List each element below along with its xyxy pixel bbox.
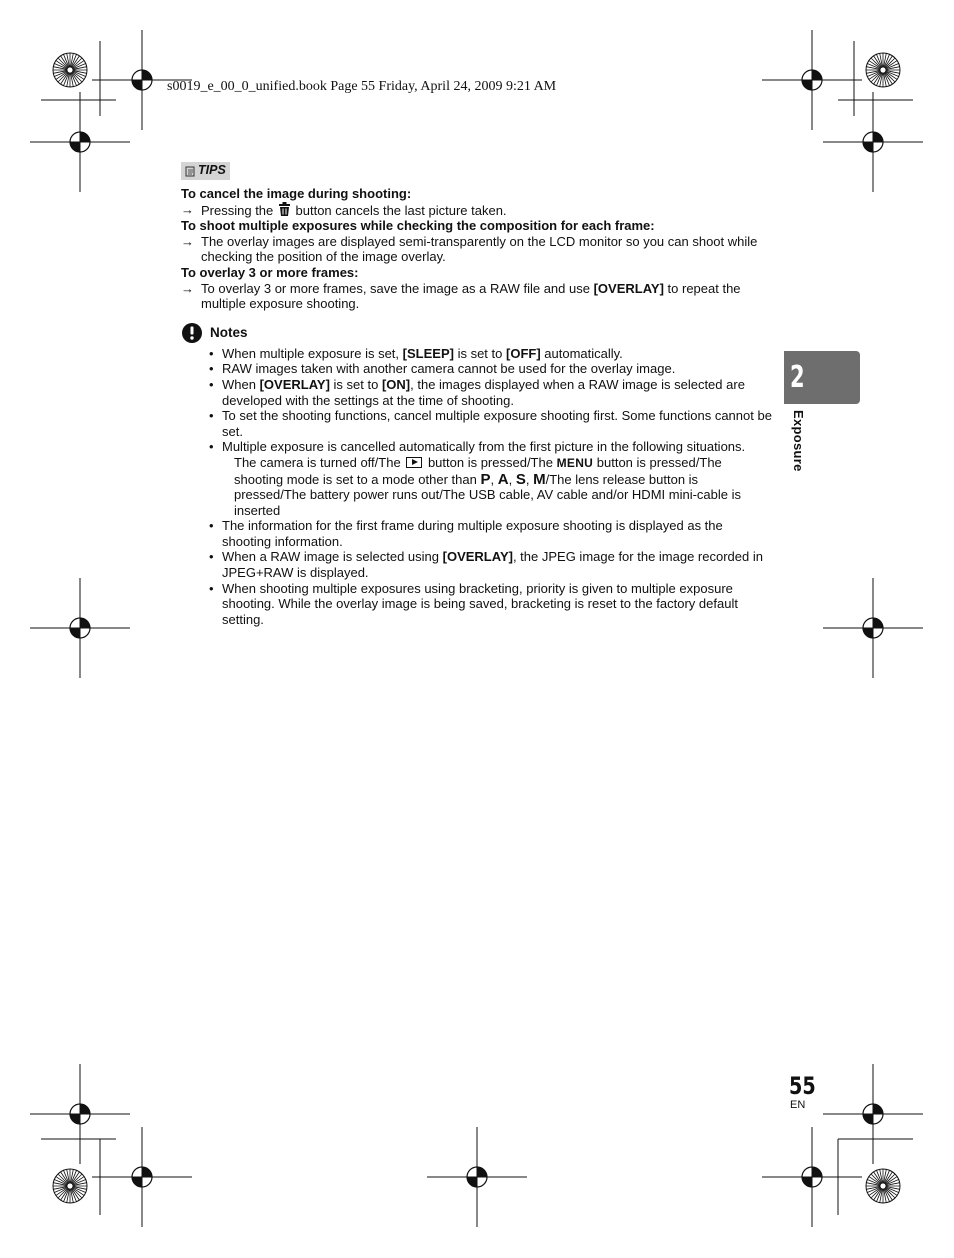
mode-a-icon: A — [497, 470, 509, 488]
tip-multiple-text: → The overlay images are displayed semi-transparently on the LCD monitor so you can shoot while checking the position of the image overlay. — [181, 233, 758, 265]
memo-icon — [185, 166, 196, 177]
chapter-tab — [784, 351, 860, 404]
list-item: • Multiple exposure is cancelled automatically from the first picture in the following situations. The camera is turned off/The button is pressed/The MENU button is pressed/The shooting mode is set to a mode other than P, A, S, M/The lens release button is pressed/The battery power runs out/The USB cable, AV cable and/or HDMI mini-cable is inserted — [209, 439, 773, 518]
notes-label: Notes — [210, 324, 248, 340]
language-code: EN — [790, 1099, 806, 1111]
list-item: • To set the shooting functions, cancel multiple exposure shooting first. Some functions cannot be set. — [209, 408, 773, 439]
page-number: 55 — [789, 1072, 816, 1100]
chapter-number: 2 — [790, 360, 805, 395]
tips-label: TIPS — [198, 163, 226, 178]
notes-list — [181, 346, 773, 628]
tip-overlay-text: → To overlay 3 or more frames, save the image as a RAW file and use [OVERLAY] to repeat the multiple exposure shooting. — [181, 280, 741, 312]
list-item: • When a RAW image is selected using [OVERLAY], the JPEG image for the image recorded in JPEG+RAW is displayed. — [209, 549, 773, 580]
list-item: • When multiple exposure is set, [SLEEP] is set to [OFF] automatically. — [209, 346, 773, 362]
mode-m-icon: M — [533, 470, 546, 488]
warning-icon — [181, 322, 203, 344]
notes-heading — [181, 322, 773, 344]
book-header-info: s0019_e_00_0_unified.book Page 55 Friday, April 24, 2009 9:21 AM — [167, 79, 557, 94]
section-title-vertical: Exposure — [791, 410, 806, 472]
tips-badge — [181, 162, 230, 180]
cancel-situations: The camera is turned off/The button is pressed/The MENU button is pressed/The shooting mode is set to a mode other than P, A, S, M/The lens release button is pressed/The battery power runs out/The USB cable, AV cable and/or HDMI mini-cable is inserted — [234, 454, 741, 518]
list-item: • The information for the first frame during multiple exposure shooting is displayed as the shooting information. — [209, 518, 773, 549]
page-content — [181, 160, 773, 627]
tip-overlay-title: To overlay 3 or more frames: — [181, 264, 359, 280]
menu-button-label: MENU — [556, 455, 594, 470]
mode-s-icon: S — [515, 470, 526, 488]
tip-multiple-title: To shoot multiple exposures while checking the composition for each frame: — [181, 218, 655, 234]
list-item: • When shooting multiple exposures using bracketing, priority is given to multiple exposure shooting. While the overlay image is being saved, bracketing is reset to the factory default setting. — [209, 581, 773, 628]
trash-icon — [278, 202, 291, 217]
list-item: • RAW images taken with another camera cannot be used for the overlay image. — [209, 361, 773, 377]
tip-cancel-text: → Pressing the button cancels the last picture taken. — [181, 201, 507, 218]
list-item: • When [OVERLAY] is set to [ON], the images displayed when a RAW image is selected are developed with the settings at the time of shooting. — [209, 377, 773, 408]
tip-cancel-title: To cancel the image during shooting: — [181, 186, 412, 201]
playback-button-icon — [406, 457, 422, 468]
mode-p-icon: P — [480, 470, 491, 488]
